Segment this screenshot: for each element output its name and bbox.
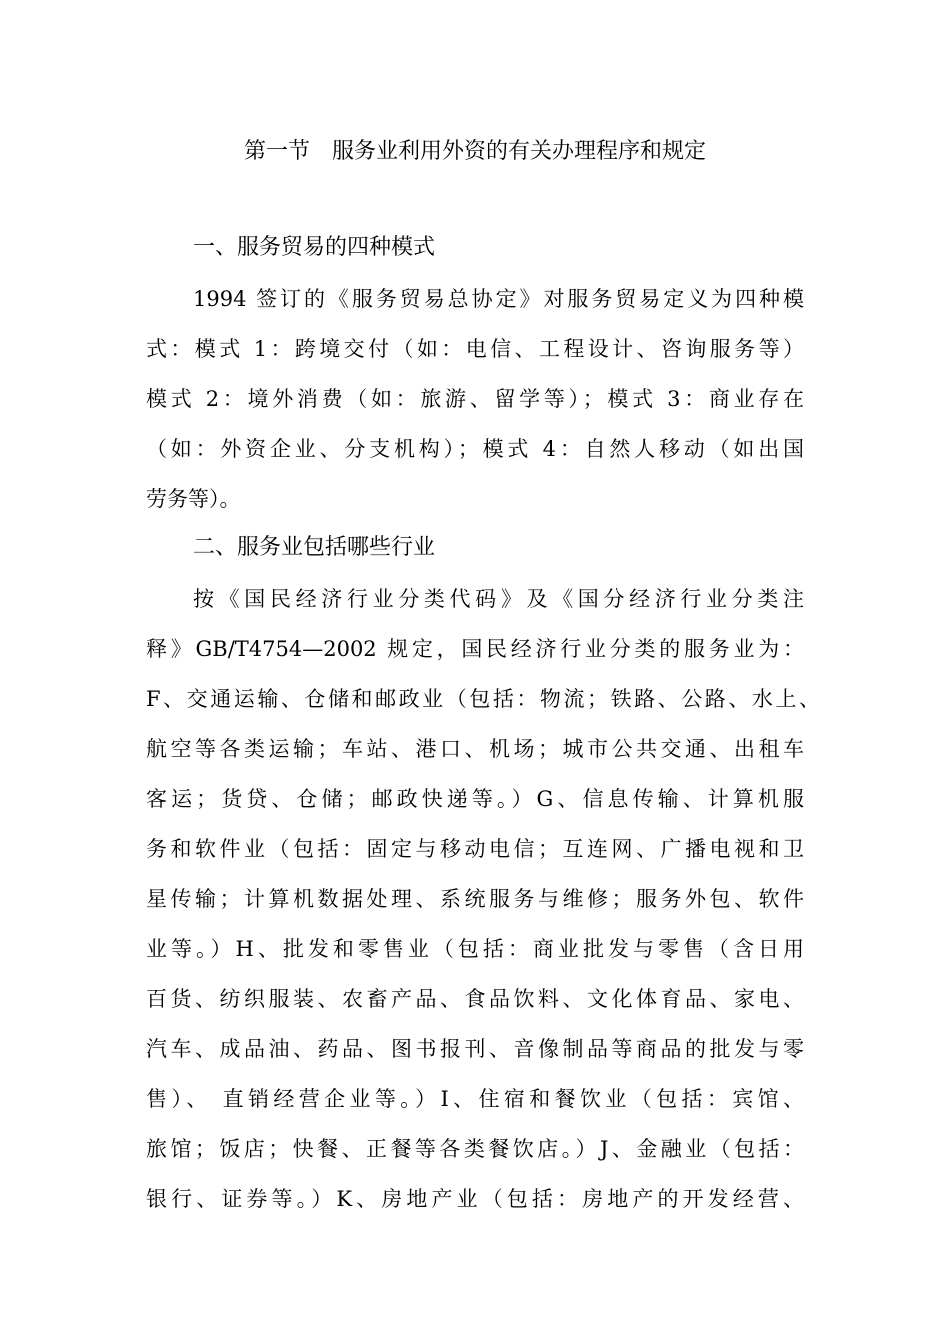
heading-service-industries: 二、服务业包括哪些行业 — [193, 535, 436, 560]
paragraph-line: 务和软件业（包括：固定与移动电信；互连网、广播电视和卫 — [146, 837, 804, 861]
paragraph-line: 1994 签订的《服务贸易总协定》对服务贸易定义为四种模 — [193, 287, 804, 311]
paragraph-line: 航空等各类运输；车站、港口、机场；城市公共交通、出租车 — [146, 737, 804, 761]
paragraph-line: 按《国民经济行业分类代码》及《国分经济行业分类注 — [193, 587, 804, 611]
paragraph-line: （如：外资企业、分支机构）；模式 4：自然人移动（如出国 — [146, 437, 804, 461]
paragraph-line: 银行、证券等。）K、房地产业（包括：房地产的开发经营、 — [146, 1187, 804, 1211]
paragraph-line: 释》GB/T4754—2002 规定，国民经济行业分类的服务业为： — [146, 637, 804, 661]
paragraph-line: F、交通运输、仓储和邮政业（包括：物流；铁路、公路、水上、 — [146, 687, 820, 711]
paragraph-line: 客运；货贷、仓储；邮政快递等。）G、信息传输、计算机服 — [146, 787, 804, 811]
paragraph-line: 旅馆；饭店；快餐、正餐等各类餐饮店。）J、金融业（包括： — [146, 1137, 804, 1161]
paragraph-line: 式：模式 1：跨境交付（如：电信、工程设计、咨询服务等） — [146, 337, 804, 361]
paragraph-line: 售）、 直销经营企业等。）I、住宿和餐饮业（包括：宾馆、 — [146, 1087, 804, 1111]
section-title: 第一节 服务业利用外资的有关办理程序和规定 — [243, 139, 706, 164]
paragraph-line: 汽车、成品油、药品、图书报刊、音像制品等商品的批发与零 — [146, 1037, 804, 1061]
paragraph-line: 模式 2：境外消费（如：旅游、留学等）；模式 3：商业存在 — [146, 387, 804, 411]
paragraph-line: 业等。）H、批发和零售业（包括：商业批发与零售（含日用 — [146, 937, 804, 961]
paragraph-line: 百货、纺织服装、农畜产品、食品饮料、文化体育品、家电、 — [146, 987, 804, 1011]
paragraph-line: 星传输；计算机数据处理、系统服务与维修；服务外包、软件 — [146, 887, 804, 911]
heading-four-modes: 一、服务贸易的四种模式 — [193, 235, 436, 260]
paragraph-line: 劳务等）。 — [146, 487, 241, 511]
